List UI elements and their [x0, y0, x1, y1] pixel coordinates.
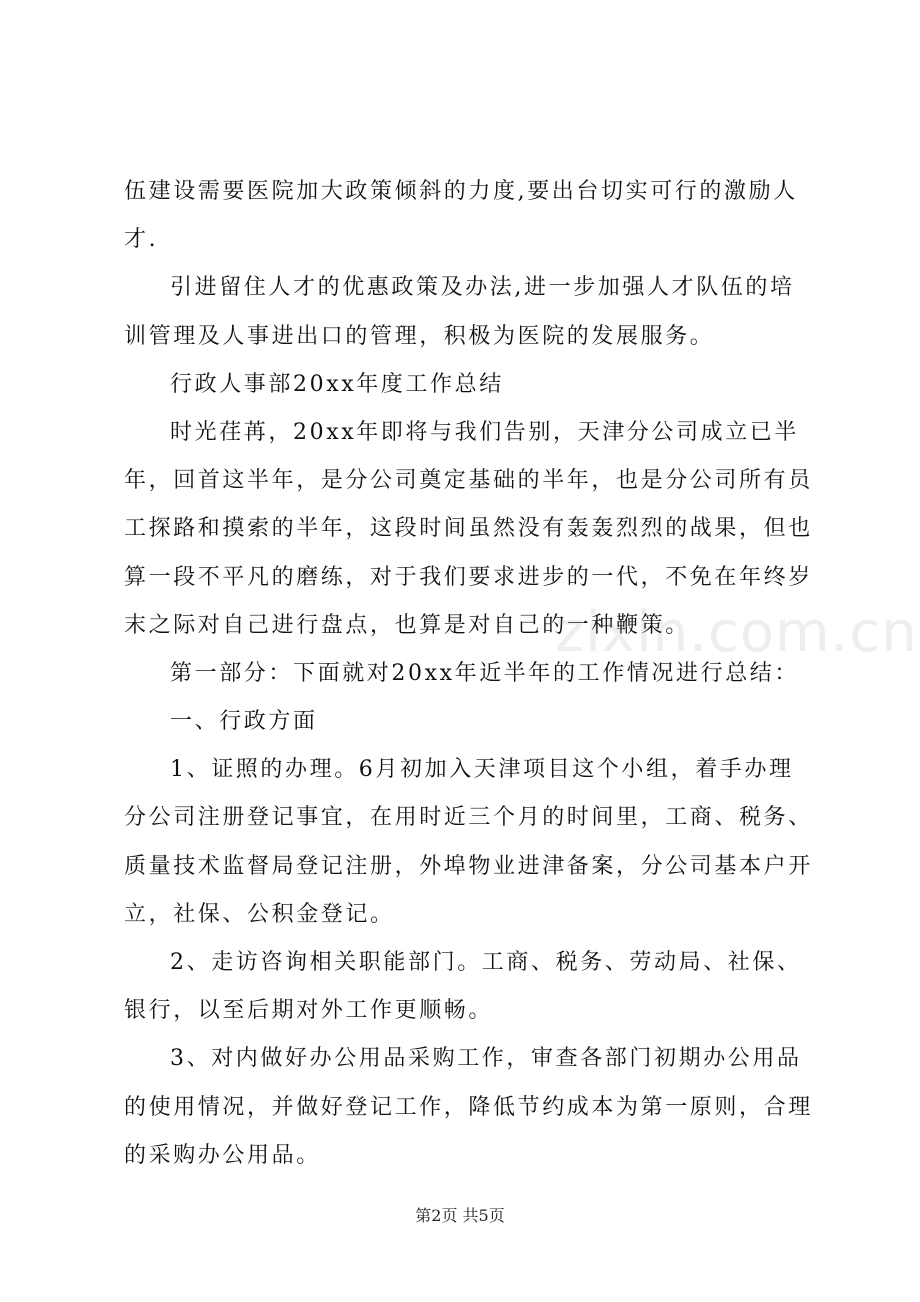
section-heading: 行政人事部20xx年度工作总结 — [170, 371, 504, 397]
watermark: zixin.com.cn — [555, 600, 918, 665]
text-line: 算一段不平凡的磨练，对于我们要求进步的一代，不免在年终岁 — [124, 564, 813, 590]
text-line: 引进留住人才的优惠政策及办法,进一步加强人才队伍的培 — [170, 275, 795, 301]
document-body — [124, 168, 814, 1180]
text-line: 时光荏苒，20xx年即将与我们告别，天津分公司成立已半 — [170, 419, 800, 445]
text-line: 立，社保、公积金登记。 — [124, 901, 395, 927]
text-line: 分公司注册登记事宜，在用时近三个月的时间里，工商、税务、 — [124, 805, 813, 831]
text-line: 的采购办公用品。 — [124, 1142, 321, 1168]
text-line: 伍建设需要医院加大政策倾斜的力度,要出台切实可行的激励人 — [124, 179, 798, 204]
text-line: 训管理及人事进出口的管理，积极为医院的发展服务。 — [124, 323, 715, 349]
text-line: 的使用情况，并做好登记工作，降低节约成本为第一原则，合理 — [124, 1094, 813, 1120]
text-line: 末之际对自己进行盘点，也算是对自己的一种鞭策。 — [124, 612, 690, 638]
text-line: 3、对内做好办公用品采购工作，审查各部门初期办公用品 — [170, 1046, 802, 1072]
text-line: 银行，以至后期对外工作更顺畅。 — [124, 998, 494, 1024]
subsection-heading: 一、行政方面 — [170, 709, 318, 735]
text-line: 质量技术监督局登记注册，外埠物业进津备案，分公司基本户开 — [124, 853, 813, 879]
part-heading: 第一部分：下面就对20xx年近半年的工作情况进行总结： — [170, 660, 800, 686]
text-line: 1、证照的办理。6月初加入天津项目这个小组，着手办理 — [170, 757, 794, 783]
text-line: 工探路和摸索的半年，这段时间虽然没有轰轰烈烈的战果，但也 — [124, 516, 813, 542]
text-line: 年，回首这半年，是分公司奠定基础的半年，也是分公司所有员 — [124, 468, 813, 494]
text-line: 才. — [124, 227, 159, 253]
page-footer: 第2页 共5页 — [415, 1206, 505, 1225]
text-line: 2、走访咨询相关职能部门。工商、税务、劳动局、社保、 — [170, 950, 802, 975]
